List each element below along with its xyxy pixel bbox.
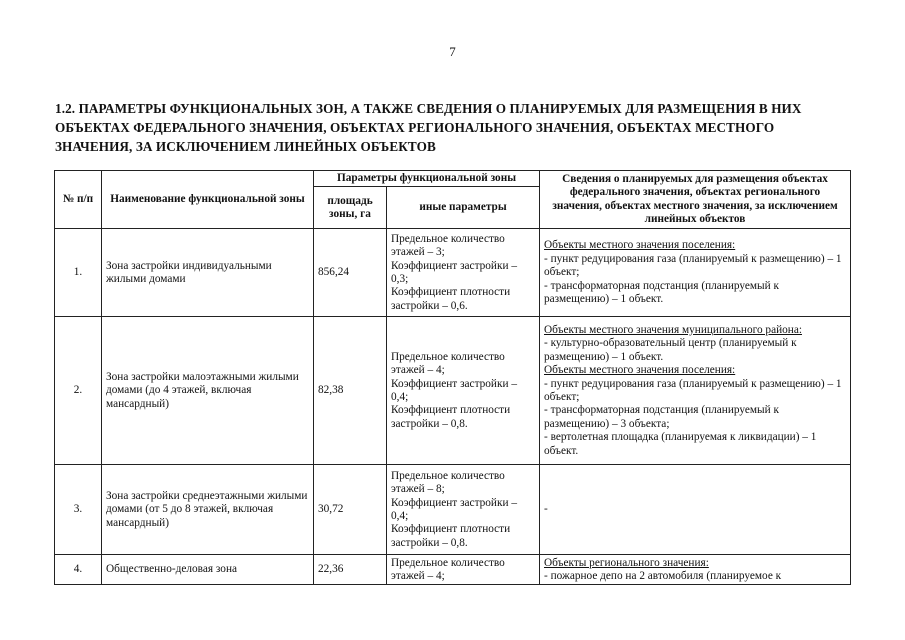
header-params-group: Параметры функциональной зоны [314,171,540,187]
info-heading: Объекты местного значения муниципального района: [544,323,802,336]
row-num: 3. [55,465,102,555]
info-item: - вертолетная площадка (планируемая к ликвидации) – 1 объект. [544,431,817,457]
header-objects-info: Сведения о планируемых для размещения объектах федерального значения, объектах регионального значения, объектах местного значения, за исключением линейных объектов [540,171,851,229]
row-objects-info [540,555,851,585]
row-params [387,317,540,465]
param-line: Коэффициент плотности застройки – 0,8. [391,404,511,430]
table-row [55,317,851,465]
info-item: - культурно-образовательный центр (планируемый к размещению) – 1 объект. [544,337,797,363]
header-area: площадь зоны, га [314,187,387,229]
table-row [55,229,851,317]
param-line: Предельное количество этажей – 8; [391,469,505,496]
param-line: Коэффициент плотности застройки – 0,6. [391,286,511,312]
zones-table [54,170,851,585]
row-area: 856,24 [314,229,387,317]
param-line: Предельное количество этажей – 4; [391,556,505,582]
page-number: 7 [449,44,456,59]
row-params [387,465,540,555]
row-num: 1. [55,229,102,317]
param-line: Коэффициент застройки – 0,4; [391,377,517,403]
table-row [55,465,851,555]
row-area: 22,36 [314,555,387,585]
section-heading: 1.2. ПАРАМЕТРЫ ФУНКЦИОНАЛЬНЫХ ЗОН, А ТАКЖЕ СВЕДЕНИЯ О ПЛАНИРУЕМЫХ ДЛЯ РАЗМЕЩЕНИЯ В НИХ ОБЪЕКТАХ ФЕДЕРАЛЬНОГО ЗНАЧЕНИЯ, ОБЪЕКТАХ РЕГИОНАЛЬНОГО ЗНАЧЕНИЯ, ОБЪЕКТАХ МЕСТНОГО ЗНАЧЕНИЯ, ЗА ИСКЛЮЧЕНИЕМ ЛИНЕЙНЫХ ОБЪЕКТОВ [55,101,802,154]
row-params [387,229,540,317]
info-item: - трансформаторная подстанция (планируемый к размещению) – 1 объект. [544,279,779,306]
info-heading: Объекты местного значения поселения: [544,364,736,377]
table-header-row [55,171,851,187]
param-line: Предельное количество этажей – 3; [391,232,505,259]
row-objects-info [540,317,851,465]
info-item: - пункт редуцирования газа (планируемый к размещению) – 1 объект; [544,252,842,279]
header-other-params: иные параметры [387,187,540,229]
row-num: 2. [55,317,102,465]
row-area: 30,72 [314,465,387,555]
row-zone-name: Зона застройки малоэтажными жилыми домами (до 4 этажей, включая мансардный) [102,317,314,465]
info-heading: Объекты местного значения поселения: [544,239,736,252]
row-objects-info [540,229,851,317]
param-line: Коэффициент застройки – 0,4; [391,496,517,522]
info-item: - пожарное депо на 2 автомобиля (планируемое к [544,569,782,582]
row-zone-name: Зона застройки индивидуальными жилыми домами [102,229,314,317]
row-zone-name: Общественно-деловая зона [102,555,314,585]
header-zone-name: Наименование функциональной зоны [102,171,314,229]
table-row [55,555,851,585]
row-params [387,555,540,585]
info-heading: Объекты регионального значения: [544,556,709,569]
param-line: Коэффициент плотности застройки – 0,8. [391,523,511,549]
row-zone-name: Зона застройки среднеэтажными жилыми домами (от 5 до 8 этажей, включая мансардный) [102,465,314,555]
param-line: Коэффициент застройки – 0,3; [391,259,517,285]
info-item: - трансформаторная подстанция (планируемый к размещению) – 3 объекта; [544,404,779,430]
info-item: - пункт редуцирования газа (планируемый к размещению) – 1 объект; [544,377,842,403]
row-area: 82,38 [314,317,387,465]
header-num: № п/п [55,171,102,229]
row-objects-info: - [540,465,851,555]
row-num: 4. [55,555,102,585]
param-line: Предельное количество этажей – 4; [391,350,505,377]
